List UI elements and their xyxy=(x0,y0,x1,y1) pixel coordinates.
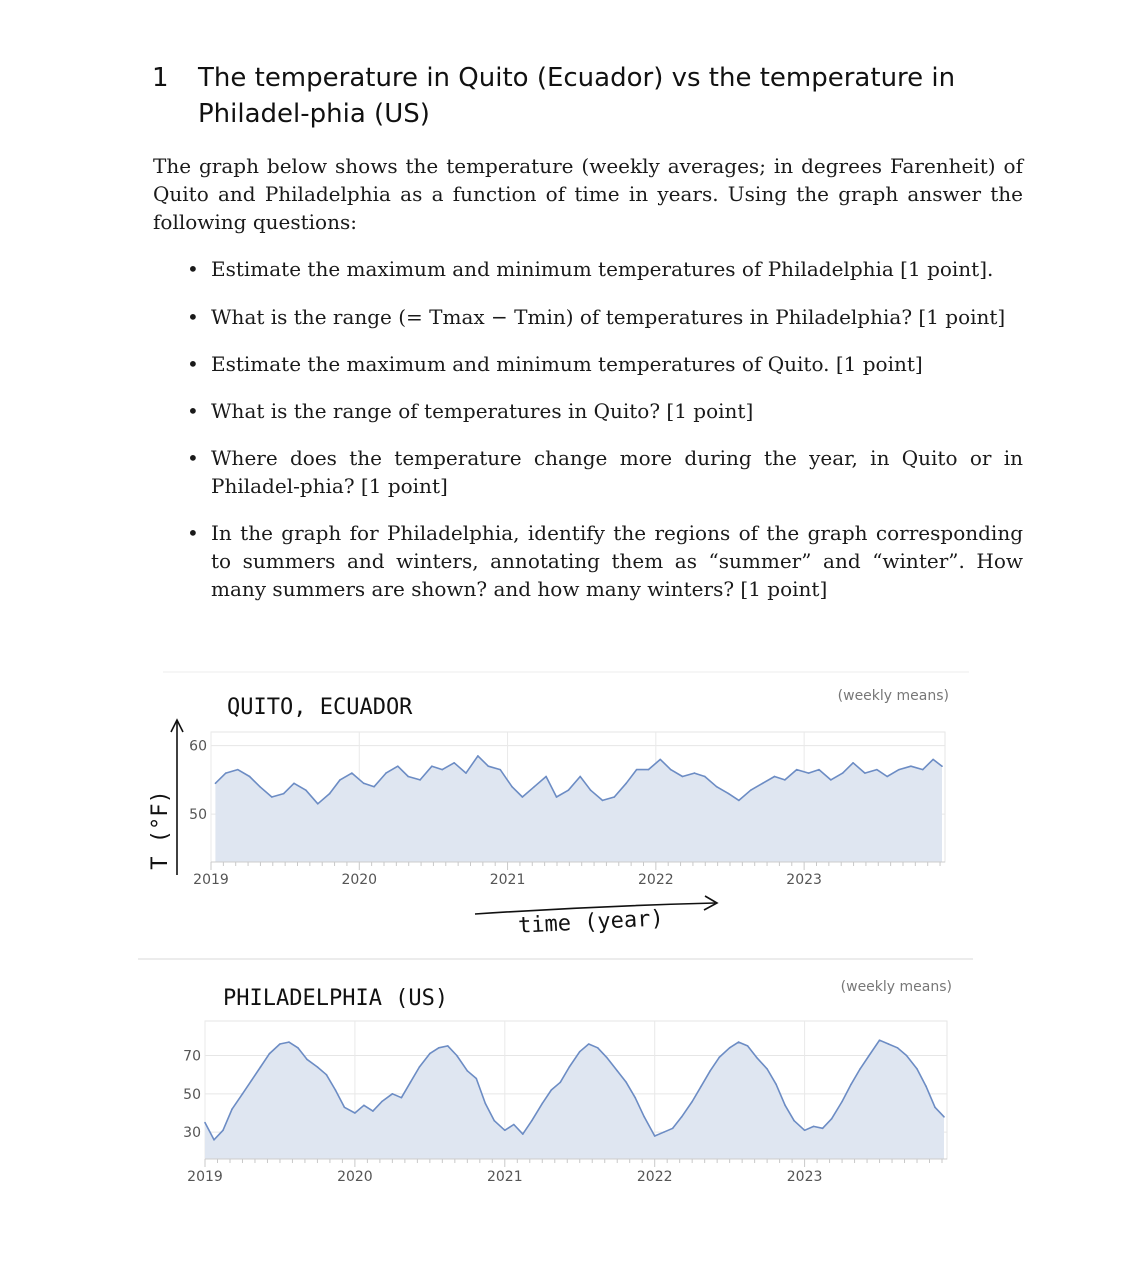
data-point xyxy=(407,776,409,778)
data-point xyxy=(850,1083,852,1085)
data-point xyxy=(465,772,467,774)
x-tick-label: 2020 xyxy=(337,1169,373,1185)
data-point xyxy=(511,786,513,788)
philadelphia-y-ticks xyxy=(183,1049,201,1142)
data-point xyxy=(401,1097,403,1099)
data-point xyxy=(614,796,616,798)
data-point xyxy=(215,783,217,785)
data-point xyxy=(691,1101,693,1103)
data-point xyxy=(579,776,581,778)
data-point xyxy=(381,1101,383,1103)
data-point xyxy=(533,786,535,788)
data-point xyxy=(922,769,924,771)
data-point xyxy=(625,783,627,785)
data-point xyxy=(793,1120,795,1122)
x-tick-label: 2023 xyxy=(786,872,822,888)
data-point xyxy=(852,762,854,764)
data-point xyxy=(762,783,764,785)
data-point xyxy=(747,1045,749,1047)
data-point xyxy=(738,1041,740,1043)
data-point xyxy=(283,793,285,795)
data-point xyxy=(925,1085,927,1087)
data-point xyxy=(242,1093,244,1095)
section-number: 1 xyxy=(152,63,169,93)
data-point xyxy=(344,1106,346,1108)
data-point xyxy=(886,776,888,778)
data-point xyxy=(305,789,307,791)
data-point xyxy=(808,772,810,774)
data-point xyxy=(888,1043,890,1045)
data-point xyxy=(906,1055,908,1057)
intro-paragraph: The graph below shows the temperature (weekly averages; in degrees Farenheit) of Quito and Philadelphia as a function of time in years. Using the graph answer the following questions: xyxy=(153,154,1023,234)
data-point xyxy=(363,1105,365,1107)
x-tick-label: 2023 xyxy=(786,1169,823,1185)
data-point xyxy=(643,1116,645,1118)
data-point xyxy=(410,1082,412,1084)
data-point xyxy=(487,765,489,767)
philadelphia-weekly-means-note: (weekly means) xyxy=(840,979,952,995)
data-point xyxy=(728,793,730,795)
data-point xyxy=(648,769,650,771)
data-point xyxy=(397,765,399,767)
data-point xyxy=(550,1089,552,1091)
data-point xyxy=(636,769,638,771)
philadelphia-temperature-chart xyxy=(135,955,975,1195)
data-point xyxy=(704,776,706,778)
data-point xyxy=(204,1122,206,1124)
data-point xyxy=(237,769,239,771)
data-point xyxy=(606,1057,608,1059)
data-point xyxy=(932,759,934,761)
x-tick-label: 2021 xyxy=(489,872,526,888)
data-point xyxy=(813,1126,815,1128)
data-point xyxy=(709,1070,711,1072)
data-point xyxy=(419,1066,421,1068)
data-point xyxy=(504,1129,506,1131)
data-point xyxy=(297,1047,299,1049)
data-point xyxy=(876,769,878,771)
data-point xyxy=(672,1128,674,1130)
data-point xyxy=(225,772,227,774)
data-point xyxy=(279,1043,281,1045)
data-point xyxy=(231,1108,233,1110)
data-point xyxy=(288,1041,290,1043)
data-point xyxy=(602,800,604,802)
data-point xyxy=(625,1082,627,1084)
data-point xyxy=(775,1083,777,1085)
quito-x-ticks xyxy=(193,862,940,888)
data-point xyxy=(260,1066,262,1068)
data-point xyxy=(271,796,273,798)
data-point xyxy=(670,769,672,771)
data-point xyxy=(269,1053,271,1055)
data-point xyxy=(864,772,866,774)
data-point xyxy=(804,1129,806,1131)
data-point xyxy=(339,779,341,781)
quito-y-ticks xyxy=(189,739,207,823)
data-point xyxy=(941,765,943,767)
data-point xyxy=(467,1070,469,1072)
data-point xyxy=(447,1045,449,1047)
question-item: • What is the range of temperatures in Quito? [1 point] xyxy=(185,397,1023,425)
data-point xyxy=(531,1120,533,1122)
y-axis-handwritten-label: T (°F) xyxy=(148,790,173,870)
x-tick-label: 2019 xyxy=(187,1169,223,1185)
data-point xyxy=(385,772,387,774)
data-point xyxy=(453,762,455,764)
data-point xyxy=(556,796,558,798)
y-tick-label: 60 xyxy=(189,738,207,755)
data-point xyxy=(251,1080,253,1082)
data-point xyxy=(588,1043,590,1045)
data-point xyxy=(784,1105,786,1107)
data-point xyxy=(568,1066,570,1068)
data-point xyxy=(351,772,353,774)
x-tick-label: 2022 xyxy=(636,1169,673,1185)
x-tick-label: 2020 xyxy=(341,872,378,888)
data-point xyxy=(750,789,752,791)
data-point xyxy=(879,1039,881,1041)
data-point xyxy=(438,1047,440,1049)
data-point xyxy=(513,1124,515,1126)
data-point xyxy=(373,786,375,788)
data-point xyxy=(766,1068,768,1070)
data-point xyxy=(222,1129,224,1131)
question-item: • In the graph for Philadelphia, identify the regions of the graph corresponding to summers and winters, annotating them as “summer” and “winter”. How many summers are shown? and how many winters? [1 point] xyxy=(185,519,1023,603)
data-point xyxy=(822,1128,824,1130)
data-point xyxy=(659,759,661,761)
data-point xyxy=(663,1131,665,1133)
data-point xyxy=(868,1055,870,1057)
data-point xyxy=(442,769,444,771)
data-point xyxy=(522,796,524,798)
x-tick-label: 2022 xyxy=(638,872,674,888)
data-point xyxy=(898,769,900,771)
x-tick-label: 2021 xyxy=(486,1169,523,1185)
data-point xyxy=(522,1133,524,1135)
x-tick-label: 2019 xyxy=(193,872,229,888)
data-point xyxy=(738,800,740,802)
data-point xyxy=(943,1116,945,1118)
data-point xyxy=(634,1097,636,1099)
data-point xyxy=(541,1103,543,1105)
data-point xyxy=(916,1068,918,1070)
data-point xyxy=(842,772,844,774)
data-point xyxy=(485,1103,487,1105)
data-point xyxy=(545,776,547,778)
data-point xyxy=(494,1120,496,1122)
quito-weekly-means-note: (weekly means) xyxy=(837,688,949,704)
data-point xyxy=(499,769,501,771)
data-point xyxy=(419,779,421,781)
data-point xyxy=(249,776,251,778)
data-point xyxy=(559,1082,561,1084)
data-point xyxy=(259,786,261,788)
data-point xyxy=(616,1070,618,1072)
data-point xyxy=(654,1135,656,1137)
data-point xyxy=(859,1068,861,1070)
data-point xyxy=(579,1051,581,1053)
question-item: • Where does the temperature change more during the year, in Quito or in Philadel-phia? [1 point] xyxy=(185,444,1023,500)
data-point xyxy=(329,793,331,795)
data-point xyxy=(830,779,832,781)
quito-temperature-chart xyxy=(135,670,975,920)
data-point xyxy=(796,769,798,771)
y-tick-label: 30 xyxy=(183,1125,201,1142)
data-point xyxy=(293,783,295,785)
data-point xyxy=(597,1047,599,1049)
data-point xyxy=(682,776,684,778)
data-point xyxy=(456,1055,458,1057)
philadelphia-x-ticks xyxy=(187,1159,942,1185)
data-point xyxy=(841,1101,843,1103)
data-point xyxy=(306,1059,308,1061)
data-point xyxy=(326,1074,328,1076)
data-point xyxy=(718,1057,720,1059)
data-point xyxy=(694,772,696,774)
data-point xyxy=(700,1085,702,1087)
data-point xyxy=(568,789,570,791)
data-point xyxy=(429,1053,431,1055)
data-point xyxy=(774,776,776,778)
y-tick-label: 70 xyxy=(183,1048,201,1065)
data-point xyxy=(681,1116,683,1118)
data-point xyxy=(317,803,319,805)
data-point xyxy=(756,1057,758,1059)
y-tick-label: 50 xyxy=(183,1086,201,1103)
data-point xyxy=(372,1110,374,1112)
data-point xyxy=(897,1047,899,1049)
data-point xyxy=(476,1078,478,1080)
x-axis-handwritten-label: time (year) xyxy=(517,906,665,939)
data-point xyxy=(910,765,912,767)
data-point xyxy=(590,789,592,791)
y-tick-label: 50 xyxy=(189,807,207,824)
question-item: • What is the range (= Tmax − Tmin) of temperatures in Philadelphia? [1 point] xyxy=(185,303,1023,331)
data-point xyxy=(317,1066,319,1068)
question-list xyxy=(185,255,1023,603)
data-point xyxy=(335,1089,337,1091)
data-point xyxy=(392,1093,394,1095)
question-item: • Estimate the maximum and minimum temperatures of Philadelphia [1 point]. xyxy=(185,255,1023,283)
data-point xyxy=(818,769,820,771)
section-title: The temperature in Quito (Ecuador) vs the temperature in Philadel-phia (US) xyxy=(198,63,956,129)
data-point xyxy=(477,755,479,757)
data-point xyxy=(934,1106,936,1108)
data-point xyxy=(213,1139,215,1141)
data-point xyxy=(784,779,786,781)
data-point xyxy=(431,765,433,767)
data-point xyxy=(354,1112,356,1114)
data-point xyxy=(729,1047,731,1049)
data-point xyxy=(716,786,718,788)
data-point xyxy=(363,783,365,785)
question-item: • Estimate the maximum and minimum temperatures of Quito. [1 point] xyxy=(185,350,1023,378)
quito-area-fill xyxy=(215,756,942,862)
quito-handwritten-label: QUITO, ECUADOR xyxy=(227,695,413,720)
philadelphia-handwritten-label: PHILADELPHIA (US) xyxy=(223,986,449,1011)
data-point xyxy=(831,1118,833,1120)
